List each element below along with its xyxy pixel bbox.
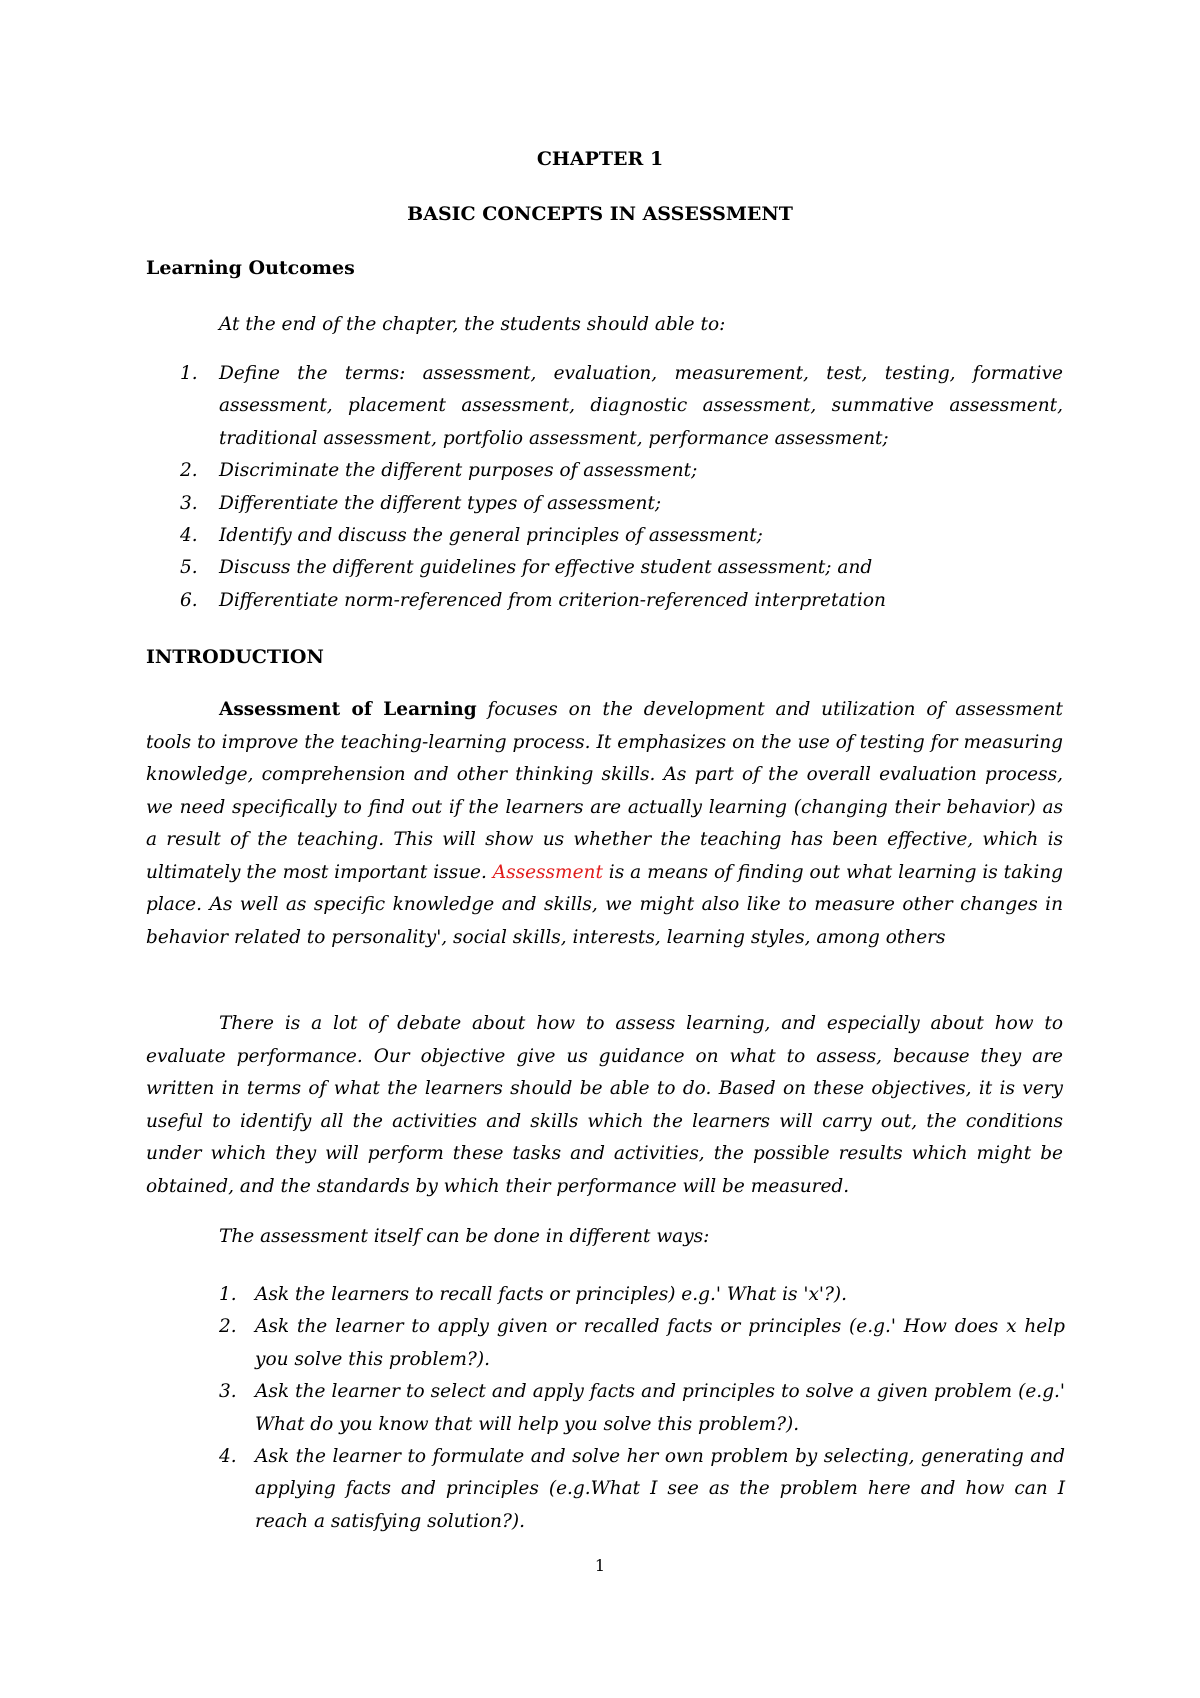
list-item — [180, 358, 1063, 455]
list-item — [180, 552, 1063, 584]
bold-term: Assessment of Learning — [219, 699, 477, 720]
list-item-text: Differentiate norm-referenced from criterion-referenced interpretation — [219, 589, 886, 611]
list-number: 3. — [180, 492, 198, 514]
list-number: 1. — [180, 363, 198, 384]
list-item — [180, 585, 1063, 617]
list-item — [180, 488, 1063, 520]
list-item-text: Ask the learner to apply given or recalled facts or principles (e.g.' How does x help you solve this problem?). — [255, 1316, 1065, 1370]
list-number: 3. — [219, 1381, 237, 1403]
outcomes-intro: At the end of the chapter, the students should able to: — [219, 314, 726, 335]
list-number: 2. — [180, 460, 198, 482]
chapter-title: BASIC CONCEPTS IN ASSESSMENT — [407, 203, 793, 225]
list-number: 5. — [180, 557, 198, 579]
list-item — [219, 1279, 1065, 1311]
ways-intro: The assessment itself can be done in different ways: — [219, 1226, 710, 1247]
list-item — [219, 1441, 1065, 1538]
list-item-text: Discuss the different guidelines for effective student assessment; and — [219, 557, 873, 579]
list-number: 4. — [219, 1446, 237, 1468]
list-number: 6. — [180, 589, 198, 611]
list-item — [219, 1376, 1065, 1441]
paragraph-text: focuses on the development and utilization of assessment tools to improve the teaching-learning process. It emphasizes on the use of testing for measuring knowledge, comprehension and other thinking skills. As part of the overall evaluation process, we need specifically to find out if the learners are actually learning (changing their behavior) as a result of the teaching. This will show us whether the teaching has been effective, which is ultimately the most important issue. — [146, 699, 1063, 883]
list-item — [219, 1311, 1065, 1376]
list-item-text: Ask the learner to formulate and solve her own problem by selecting, generating and applying facts and principles (e.g.What I see as the problem here and how can I reach a satisfying solution?). — [255, 1446, 1065, 1532]
chapter-label: CHAPTER 1 — [536, 148, 664, 170]
introduction-paragraph-2: There is a lot of debate about how to assess learning, and especially about how to evaluate performance. Our objective give us guidance on what to assess, because they are written in terms of what the learners should be able to do. Based on these objectives, it is very useful to identify all the activities and skills which the learners will carry out, the conditions under which they will perform these tasks and activities, the possible results which might be obtained, and the standards by which their performance will be measured. — [146, 1013, 1063, 1197]
highlighted-term: Assessment — [492, 861, 603, 883]
introduction-heading: INTRODUCTION — [146, 646, 324, 668]
list-item — [180, 455, 1063, 487]
list-item — [180, 520, 1063, 552]
list-item-text: Define the terms: assessment, evaluation, measurement, test, testing, formative assessment, placement assessment, diagnostic assessment, summative assessment, traditional assessment, portfolio assessment, performance assessment; — [219, 363, 1063, 449]
list-number: 1. — [219, 1284, 237, 1305]
list-item-text: Differentiate the different types of assessment; — [219, 492, 662, 514]
list-number: 4. — [180, 525, 198, 547]
list-item-text: Ask the learners to recall facts or principles) e.g.' What is 'x'?). — [255, 1284, 847, 1305]
ways-list — [219, 1279, 1065, 1538]
outcomes-list — [180, 358, 1063, 617]
list-item-text: Identify and discuss the general principles of assessment; — [219, 525, 763, 547]
paragraph-text: is a means of finding out what learning is taking place. As well as specific knowledge and skills, we might also like to measure other changes in behavior related to personality', social skills, interests, learning styles, among others — [146, 861, 1064, 948]
list-item-text: Discriminate the different purposes of assessment; — [219, 460, 698, 482]
list-item-text: Ask the learner to select and apply facts and principles to solve a given problem (e.g.' What do you know that will help you solve this problem?). — [255, 1381, 1065, 1435]
list-number: 2. — [219, 1316, 237, 1338]
page-number: 1 — [594, 1556, 606, 1575]
learning-outcomes-heading: Learning Outcomes — [146, 257, 355, 279]
introduction-paragraph-1 — [146, 694, 1063, 954]
